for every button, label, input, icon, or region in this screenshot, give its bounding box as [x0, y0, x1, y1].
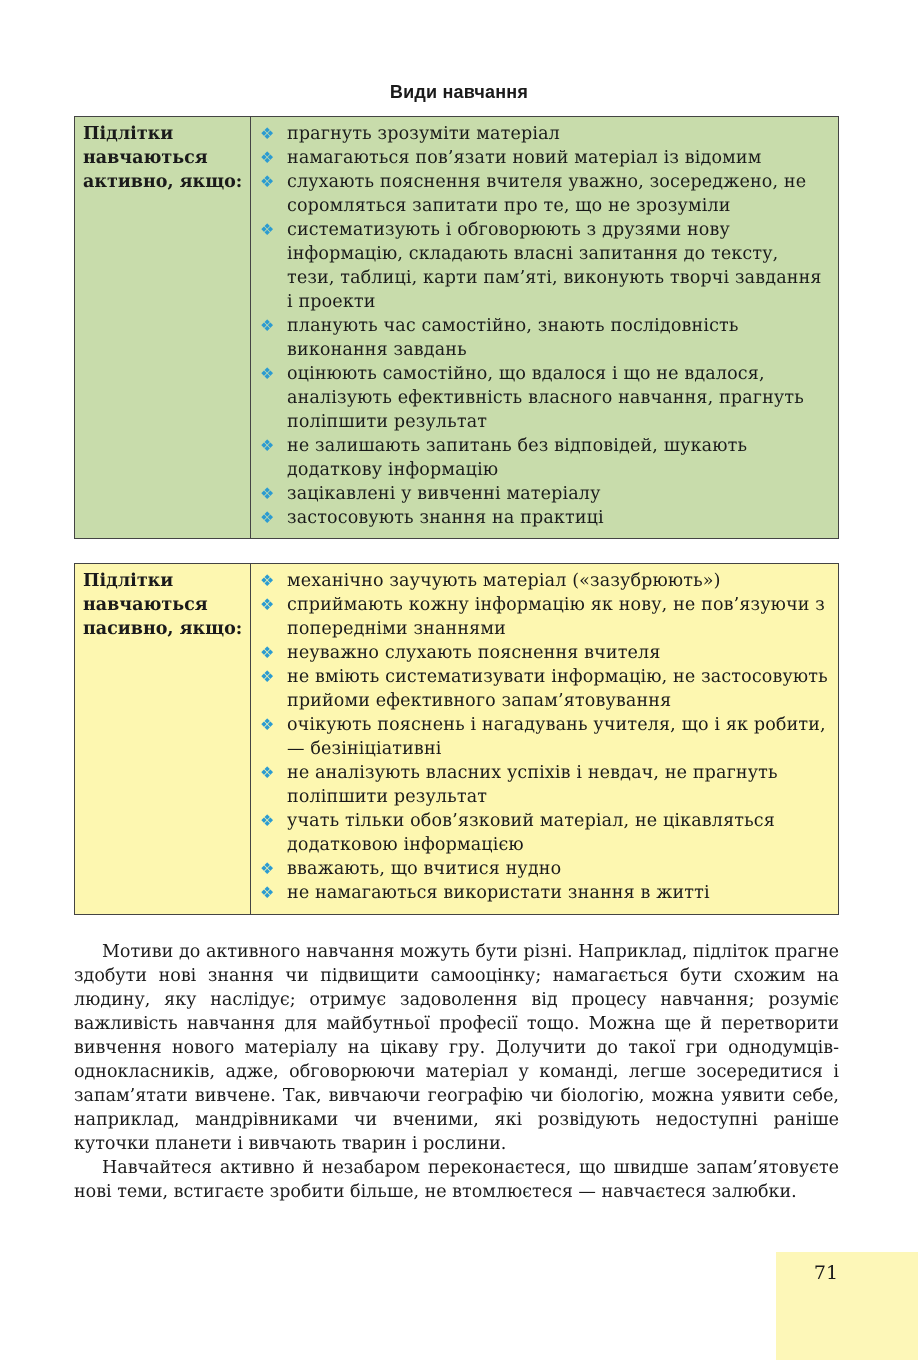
diamond-bullet-icon: ❖: [260, 595, 275, 614]
diamond-bullet-icon: ❖: [260, 859, 275, 878]
list-item: ❖ прагнуть зрозуміти матеріал: [260, 124, 560, 144]
list-item: ❖ застосовують знання на практиці: [260, 508, 604, 528]
passive-items-list: [260, 569, 830, 905]
list-item: ❖ зацікавлені у вивченні матеріалу: [260, 484, 601, 504]
diamond-bullet-icon: ❖: [260, 715, 275, 734]
diamond-bullet-icon: ❖: [260, 484, 275, 503]
diamond-bullet-icon: ❖: [260, 172, 275, 191]
diamond-bullet-icon: ❖: [260, 508, 275, 527]
diamond-bullet-icon: ❖: [260, 220, 275, 239]
diamond-bullet-icon: ❖: [260, 124, 275, 143]
diamond-bullet-icon: ❖: [260, 667, 275, 686]
diamond-bullet-icon: ❖: [260, 364, 275, 383]
list-item: ❖ вважають, що вчитися нудно: [260, 859, 562, 879]
list-item: ❖ не намагаються використати знання в житті: [260, 883, 710, 903]
list-item: ❖ не аналізують власних успіхів і невдач, не прагнуть поліпшити результат: [260, 763, 778, 807]
active-items-list: [260, 122, 830, 530]
list-item: ❖ оцінюють самостійно, що вдалося і що не вдалося, аналізують ефективність власного навчання, прагнуть поліпшити результат: [260, 364, 804, 432]
list-item: ❖ учать тільки обов’язковий матеріал, не цікавляться додатковою інформацією: [260, 811, 775, 855]
diamond-bullet-icon: ❖: [260, 148, 275, 167]
list-item: ❖ планують час самостійно, знають послідовність виконання завдань: [260, 316, 739, 360]
diamond-bullet-icon: ❖: [260, 811, 275, 830]
passive-learning-table: [74, 563, 839, 915]
body-paragraph-motives: Мотиви до активного навчання можуть бути різні. Наприклад, підліток прагне здобути нові знання чи підвищити самооцінку; намагається бути схожим на людину, яку наслідує; отримує задоволення від процесу навчання; розуміє важливість навчання для майбутньої професії тощо. Можна ще й перетворити вивчення нового матеріалу на цікаву гру. Долучити до такої гри однодумців-однокласників, адже, обговорюючи матеріал у команді, легше зосередитися і запам’ятати вивчене. Так, вивчаючи географію чи біологію, можна уявити себе, наприклад, мандрівниками чи вченими, які розвідують недоступні раніше куточки планети і вивчають тварин і рослини.: [74, 942, 839, 1154]
list-item: ❖ систематизують і обговорюють з друзями нову інформацію, складають власні запитання до тексту, тези, таблиці, карти пам’яті, виконують творчі завдання і проекти: [260, 220, 822, 312]
list-item: ❖ слухають пояснення вчителя уважно, зосереджено, не соромляться запитати про те, що не зрозуміли: [260, 172, 807, 216]
diamond-bullet-icon: ❖: [260, 571, 275, 590]
list-item: ❖ не вміють систематизувати інформацію, не застосовують прийоми ефективного запам’ятовування: [260, 667, 828, 711]
diamond-bullet-icon: ❖: [260, 763, 275, 782]
diamond-bullet-icon: ❖: [260, 436, 275, 455]
list-item: ❖ сприймають кожну інформацію як нову, не пов’язуючи з попередніми знаннями: [260, 595, 826, 639]
passive-table-body: [251, 564, 838, 914]
diamond-bullet-icon: ❖: [260, 316, 275, 335]
list-item: ❖ не залишають запитань без відповідей, шукають додаткову інформацію: [260, 436, 748, 480]
page-title: Види навчання: [389, 82, 529, 102]
diamond-bullet-icon: ❖: [260, 883, 275, 902]
diamond-bullet-icon: ❖: [260, 643, 275, 662]
active-learning-table: [74, 116, 839, 539]
list-item: ❖ очікують пояснень і нагадувань учителя, що і як робити, — безініціативні: [260, 715, 826, 759]
list-item: ❖ неуважно слухають пояснення вчителя: [260, 643, 661, 663]
body-paragraph-conclusion: Навчайтеся активно й незабаром переконаєтеся, що швидше запам’ятовуєте нові теми, встигаєте зробити більше, не втомлюєтеся — навчаєтеся залюбки.: [74, 1158, 839, 1202]
page-number: 71: [813, 1262, 839, 1284]
active-table-heading: Підлітки навчаються активно, якщо:: [75, 117, 251, 538]
passive-table-heading: Підлітки навчаються пасивно, якщо:: [75, 564, 251, 914]
list-item: ❖ намагаються пов’язати новий матеріал із відомим: [260, 148, 762, 168]
list-item: ❖ механічно заучують матеріал («зазубрюють»): [260, 571, 721, 591]
active-table-body: [251, 117, 838, 538]
